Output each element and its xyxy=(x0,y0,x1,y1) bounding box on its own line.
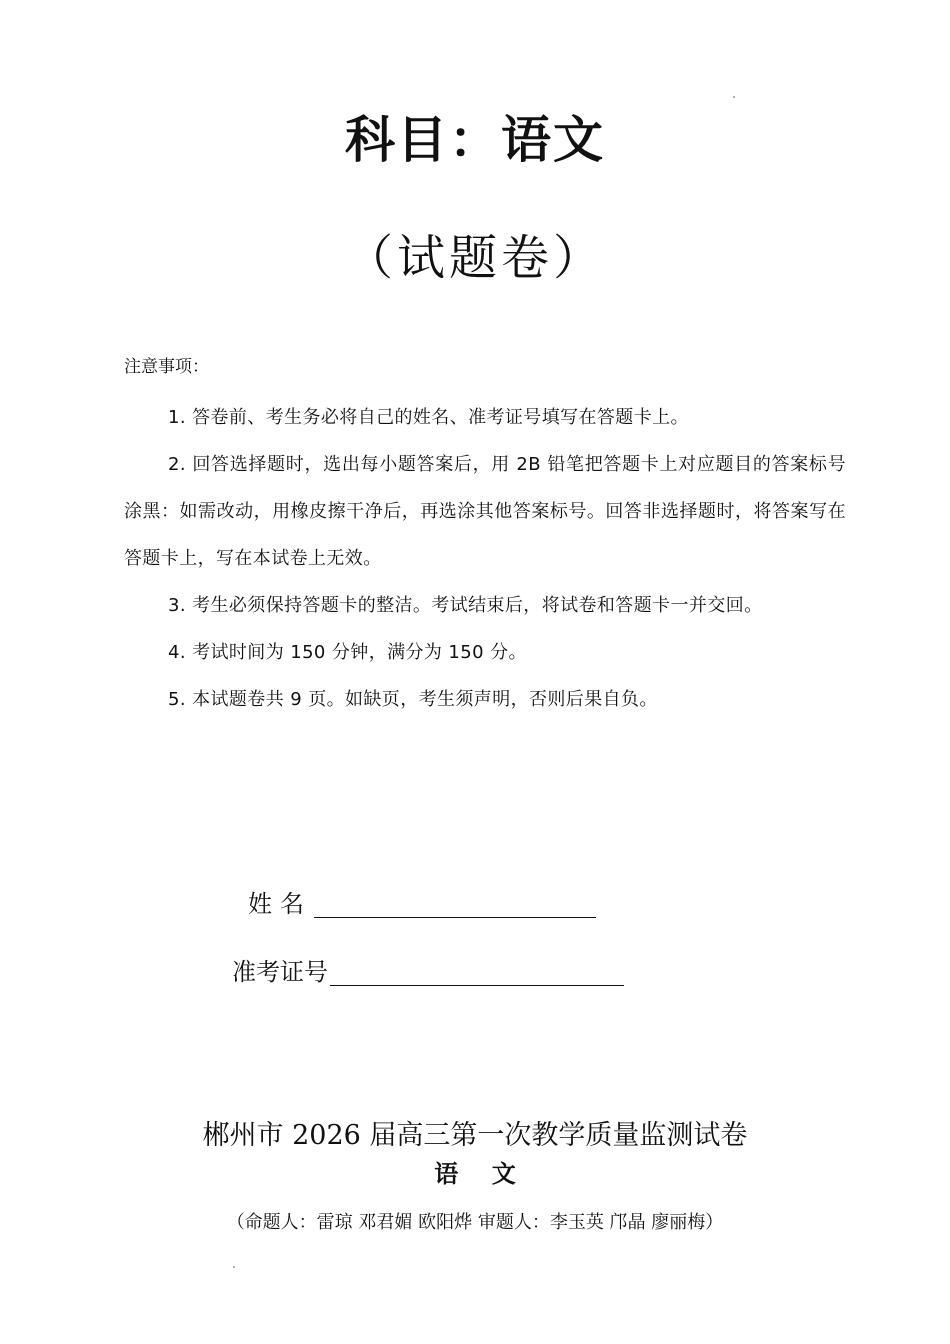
subject-title: 科目：语文 xyxy=(345,111,605,169)
scan-speck xyxy=(733,96,735,98)
notice-item-1: 1. 答卷前、考生务必将自己的姓名、准考证号填写在答题卡上。 xyxy=(168,407,689,428)
exam-id-label: 准考证号 xyxy=(232,958,328,986)
exam-id-field xyxy=(232,954,624,990)
paper-type-label: （试题卷） xyxy=(344,230,605,286)
notice-item-4: 4. 考试时间为 150 分钟，满分为 150 分。 xyxy=(168,642,527,663)
exam-subject: 语 文 xyxy=(434,1160,516,1188)
exam-id-blank-line[interactable] xyxy=(330,955,624,986)
notice-heading: 注意事项： xyxy=(124,357,209,377)
scan-speck xyxy=(233,1266,235,1268)
name-field xyxy=(248,886,596,922)
notice-list xyxy=(124,394,846,723)
notice-item-5: 5. 本试题卷共 9 页。如缺页，考生须声明，否则后果自负。 xyxy=(168,689,658,710)
authors-line: （命题人：雷琼 邓君媚 欧阳烨 审题人：李玉英 邝晶 廖丽梅） xyxy=(226,1212,724,1233)
name-blank-line[interactable] xyxy=(314,887,596,918)
notice-item-3: 3. 考生必须保持答题卡的整洁。考试结束后，将试卷和答题卡一并交回。 xyxy=(168,595,763,616)
notice-item-2: 2. 回答选择题时，选出每小题答案后，用 2B 铅笔把答题卡上对应题目的答案标号涂黑：如需改动，用橡皮擦干净后，再选涂其他答案标号。回答非选择题时，将答案写在答题卡上，写在本试卷上无效。 xyxy=(124,454,846,569)
exam-title: 郴州市 2026 届高三第一次教学质量监测试卷 xyxy=(202,1120,748,1151)
name-label: 姓名 xyxy=(248,890,312,918)
